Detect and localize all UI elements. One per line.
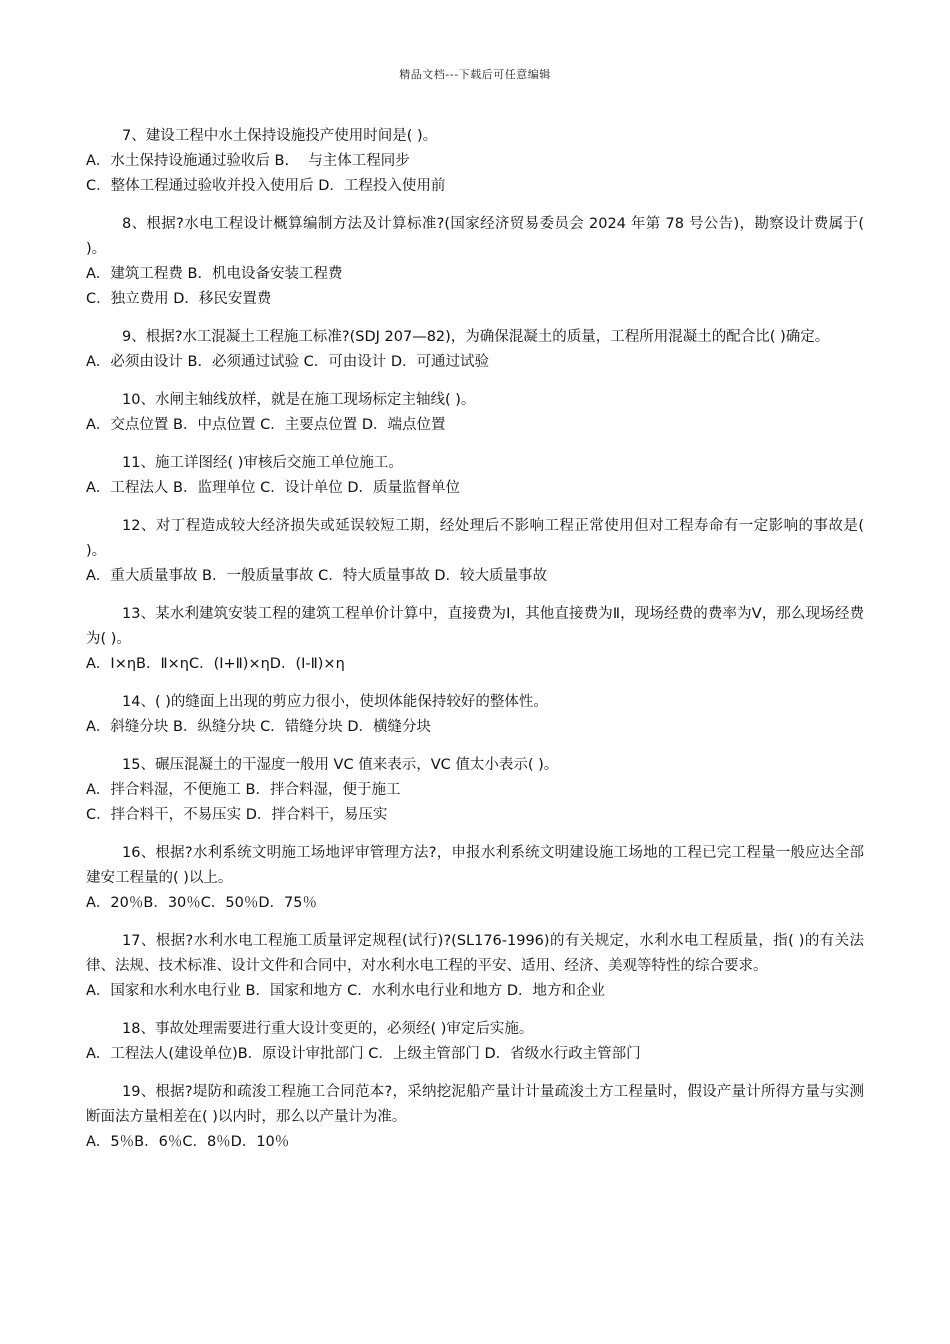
- question-text: 19、根据?堤防和疏浚工程施工合同范本?，采纳挖泥船产量计计量疏浚土方工程量时，假设产量计所得方量与实测断面法方量相差在( )以内时，那么以产量计为准。: [86, 1084, 864, 1125]
- question-19: [86, 1080, 864, 1155]
- option-line: A．拌合料湿，不便施工 B．拌合料湿，便于施工: [86, 782, 401, 798]
- question-text: 7、建设工程中水土保持设施投产使用时间是( )。: [122, 128, 438, 144]
- page-header: 精品文档---下载后可任意编辑: [399, 68, 551, 81]
- option-line: A．工程法人 B．监理单位 C．设计单位 D．质量监督单位: [86, 480, 460, 496]
- option-line: C．整体工程通过验收并投入使用后 D．工程投入使用前: [86, 178, 446, 194]
- question-18: [86, 1017, 864, 1067]
- question-13: [86, 602, 864, 677]
- question-14: [86, 690, 864, 740]
- question-11: [86, 451, 864, 501]
- question-10: [86, 388, 864, 438]
- question-text: 13、某水利建筑安装工程的建筑工程单价计算中，直接费为Ⅰ，其他直接费为Ⅱ，现场经费的费率为Ⅴ，那么现场经费为( )。: [86, 606, 864, 647]
- option-line: A．5％B．6％C．8％D．10％: [86, 1134, 290, 1150]
- question-text: 12、对丁程造成较大经济损失或延误较短工期，经处理后不影响工程正常使用但对工程寿命有一定影响的事故是( )。: [86, 518, 864, 559]
- question-text: 14、( )的缝面上出现的剪应力很小，使坝体能保持较好的整体性。: [122, 694, 548, 710]
- question-text: 16、根据?水利系统文明施工场地评审管理方法?，申报水利系统文明建设施工场地的工程已完工程量一般应达全部建安工程量的( )以上。: [86, 845, 864, 886]
- option-line: A．国家和水利水电行业 B．国家和地方 C．水利水电行业和地方 D．地方和企业: [86, 983, 605, 999]
- option-line: A．Ⅰ×ηB．Ⅱ×ηC．(Ⅰ+Ⅱ)×ηD．(Ⅰ-Ⅱ)×η: [86, 656, 345, 672]
- option-line: A．重大质量事故 B．一般质量事故 C．特大质量事故 D．较大质量事故: [86, 568, 547, 584]
- question-12: [86, 514, 864, 589]
- question-17: [86, 929, 864, 1004]
- option-line: A．斜缝分块 B．纵缝分块 C．错缝分块 D．横缝分块: [86, 719, 431, 735]
- question-list: [86, 124, 864, 1168]
- question-text: 15、碾压混凝土的干湿度一般用 VC 值来表示，VC 值太小表示( )。: [122, 757, 559, 773]
- question-text: 8、根据?水电工程设计概算编制方法及计算标准?(国家经济贸易委员会 2024 年第 78 号公告)，勘察设计费属于( )。: [86, 216, 864, 257]
- question-8: [86, 212, 864, 312]
- option-line: C．拌合料干，不易压实 D．拌合料干，易压实: [86, 807, 388, 823]
- option-line: A．20％B．30％C．50％D．75％: [86, 895, 317, 911]
- option-line: A．水土保持设施通过验收后 B. 与主体工程同步: [86, 153, 410, 169]
- question-text: 11、施工详图经( )审核后交施工单位施工。: [122, 455, 403, 471]
- question-text: 18、事故处理需要进行重大设计变更的，必须经( )审定后实施。: [122, 1021, 534, 1037]
- question-16: [86, 841, 864, 916]
- question-7: [86, 124, 864, 199]
- option-line: A．交点位置 B．中点位置 C．主要点位置 D．端点位置: [86, 417, 446, 433]
- question-text: 9、根据?水工混凝土工程施工标准?(SDJ 207—82)，为确保混凝土的质量，工程所用混凝土的配合比( )确定。: [122, 329, 830, 345]
- question-text: 17、根据?水利水电工程施工质量评定规程(试行)?(SL176-1996)的有关规定，水利水电工程质量，指( )的有关法律、法规、技术标准、设计文件和合同中，对水利水电工程的平安、适用、经济、美观等特性的综合要求。: [86, 933, 864, 974]
- option-line: A．必须由设计 B．必须通过试验 C．可由设计 D．可通过试验: [86, 354, 489, 370]
- question-9: [86, 325, 864, 375]
- option-line: A．建筑工程费 B．机电设备安装工程费: [86, 266, 343, 282]
- question-15: [86, 753, 864, 828]
- option-line: C．独立费用 D．移民安置费: [86, 291, 272, 307]
- question-text: 10、水闸主轴线放样，就是在施工现场标定主轴线( )。: [122, 392, 476, 408]
- option-line: A．工程法人(建设单位)B．原设计审批部门 C．上级主管部门 D．省级水行政主管部门: [86, 1046, 641, 1062]
